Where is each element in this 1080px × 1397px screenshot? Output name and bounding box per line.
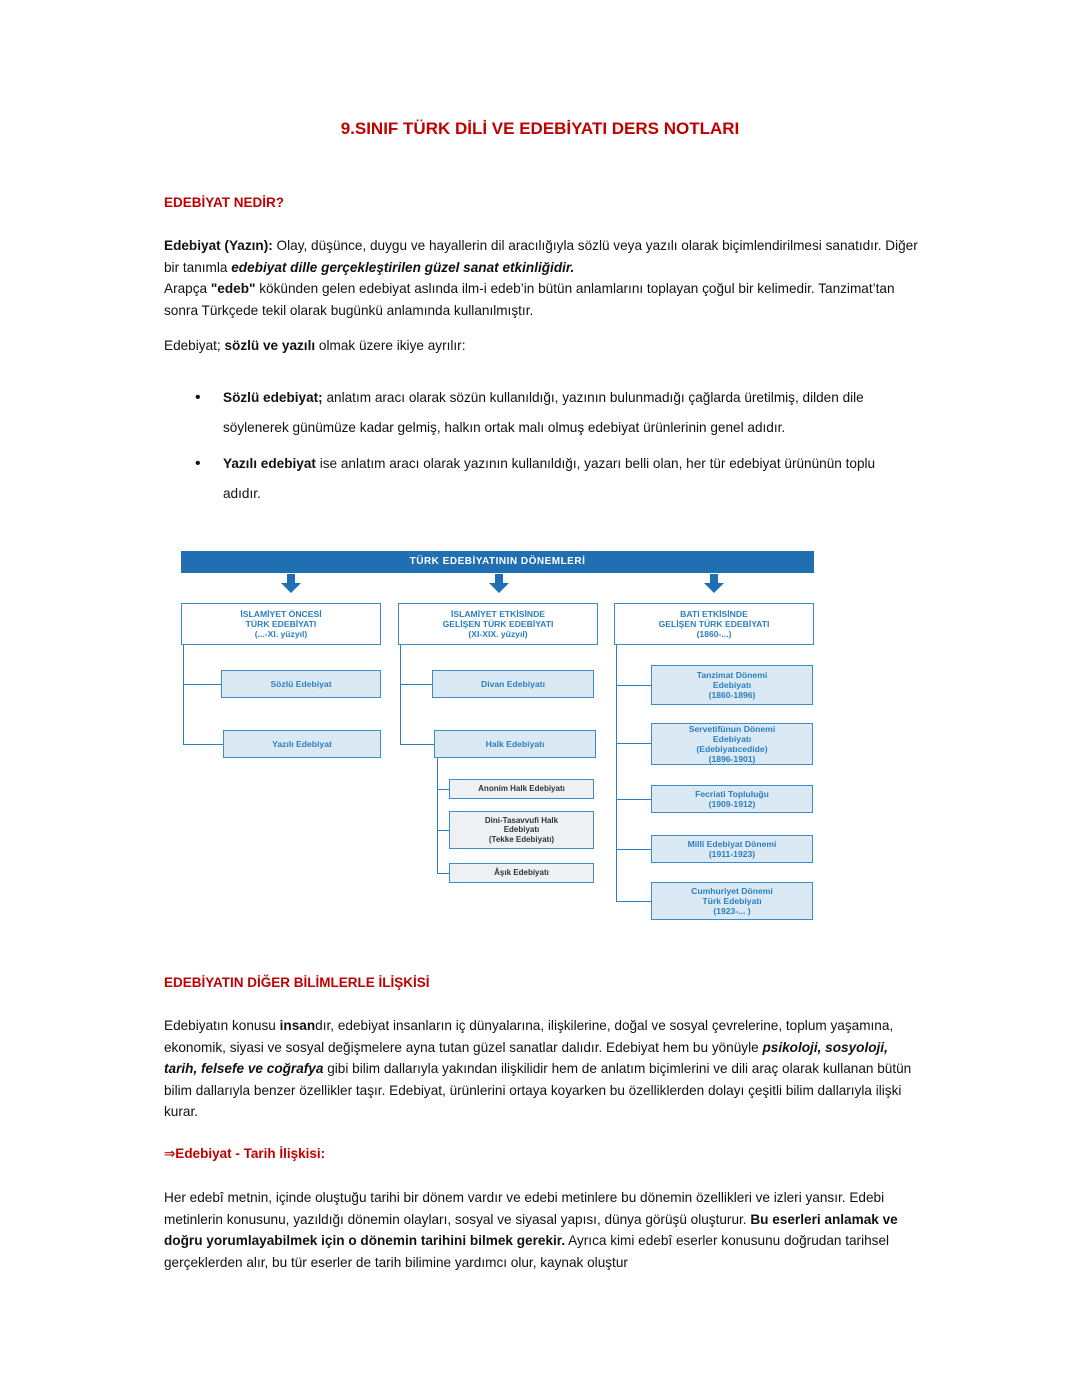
anonim-halk-box: Anonim Halk Edebiyatı: [449, 779, 594, 799]
sozlu-edebiyat-box: Sözlü Edebiyat: [221, 670, 381, 698]
term: Edebiyat (Yazın):: [164, 238, 273, 253]
col2-header: İSLAMİYET ETKİSİNDE GELİŞEN TÜRK EDEBİYATI (XI-XIX. yüzyıl): [398, 603, 598, 645]
tanzimat-box: Tanzimat Dönemi Edebiyatı (1860-1896): [651, 665, 813, 705]
edeb-word: "edeb": [210, 281, 256, 296]
page-title: 9.SINIF TÜRK DİLİ VE EDEBİYATI DERS NOTLARI: [340, 119, 740, 138]
yazili-edebiyat-box: Yazılı Edebiyat: [223, 730, 381, 758]
types-list: [195, 383, 915, 515]
relation-paragraph: Edebiyatın konusu insandır, edebiyat insanların iç dünyalarına, ilişkilerine, doğal ve sosyal çevrelerine, toplum yaşamına, ekonomik, siyasi ve sosyal değişmelere ayna tutan güzel sanatlar dalıdır. Edebiyat hem bu yönüyle psikoloji, sosyoloji, tarih, felsefe ve coğrafya gibi bilim dallarıyla yakından ilişkilidir hem de anlatım biçimlerini ve dili araç olarak kullanan bütün bilim dallarıyla benzer özellikler taşır. Edebiyat, ürünlerini ortaya koyarken bu özelliklerden dolayı çeşitli bilim dallarıyla ilişki kurar.: [164, 1018, 912, 1119]
section-heading-history: ⇒Edebiyat - Tarih İlişkisi:: [164, 1146, 326, 1161]
col3-header: BATI ETKİSİNDE GELİŞEN TÜRK EDEBİYATI (1860-...): [614, 603, 814, 645]
halk-edebiyati-box: Halk Edebiyatı: [434, 730, 596, 758]
fecriati-box: Fecriati Topluluğu (1909-1912): [651, 785, 813, 813]
history-paragraph: Her edebî metnin, içinde oluştuğu tarihi bir dönem vardır ve edebi metinlere bu dönemin özellikleri ve izleri yansır. Edebi metinlerin konusunu, yazıldığı dönemin olayları, sosyal ve siyasal yapısı, dünya görüşü oluşturur. Bu eserleri anlamak ve doğru yorumlayabilmek için o dönemin tarihini bilmek gerekir. Ayrıca kimi edebî eserler konusunu doğrudan tarihsel gerçeklerden alır, bu tür eserler de tarih bilimine yardımcı olur, kaynak oluştur: [164, 1190, 898, 1270]
cumhuriyet-box: Cumhuriyet Dönemi Türk Edebiyatı (1923-... ): [651, 882, 813, 920]
section-heading-relation: EDEBİYATIN DİĞER BİLİMLERLE İLİŞKİSİ: [164, 975, 430, 990]
milli-edebiyat-box: Millî Edebiyat Dönemi (1911-1923): [651, 835, 813, 863]
list-item: • Yazılı edebiyat ise anlatım aracı olarak yazının kullanıldığı, yazarı belli olan, her tür edebiyat ürününün toplu adıdır.: [195, 449, 915, 509]
servetifunun-box: Servetifünun Dönemi Edebiyatı (Edebiyatıcedide) (1896-1901): [651, 723, 813, 765]
section-heading-what: EDEBİYAT NEDİR?: [164, 195, 285, 210]
split-paragraph: Edebiyat; sözlü ve yazılı olmak üzere ikiye ayrılır:: [164, 338, 466, 353]
periods-diagram: [181, 551, 814, 923]
definition-paragraph: Edebiyat (Yazın): Olay, düşünce, duygu ve hayallerin dil aracılığıyla sözlü veya yazılı olarak biçimlendirilmesi sanatıdır. Diğer bir tanımla edebiyat dille gerçekleştirilen güzel sanat etkinliğidir. Arapça "edeb" kökünden gelen edebiyat aslında ilm-i edeb’in bütün anlamlarını toplayan çoğul bir kelimedir. Tanzimat’tan sonra Türkçede tekil olarak bugünkü anlamında kullanılmıştır.: [164, 238, 918, 318]
dini-tasavvufi-box: Dini-Tasavvufi Halk Edebiyatı (Tekke Edebiyatı): [449, 811, 594, 849]
asik-edebiyati-box: Âşık Edebiyatı: [449, 863, 594, 883]
divan-edebiyati-box: Divan Edebiyatı: [432, 670, 594, 698]
diagram-banner: TÜRK EDEBİYATININ DÖNEMLERİ: [181, 551, 814, 573]
list-item: • Sözlü edebiyat; anlatım aracı olarak sözün kullanıldığı, yazının bulunmadığı çağlarda üretilmiş, dilden dile söylenerek günümüze kadar gelmiş, halkın ortak malı olmuş edebiyat ürünlerinin genel adıdır.: [195, 383, 915, 443]
definition-emphasis: edebiyat dille gerçekleştirilen güzel sanat etkinliğidir.: [231, 259, 575, 275]
col1-header: İSLAMİYET ÖNCESİ TÜRK EDEBİYATI (...-XI. yüzyıl): [181, 603, 381, 645]
